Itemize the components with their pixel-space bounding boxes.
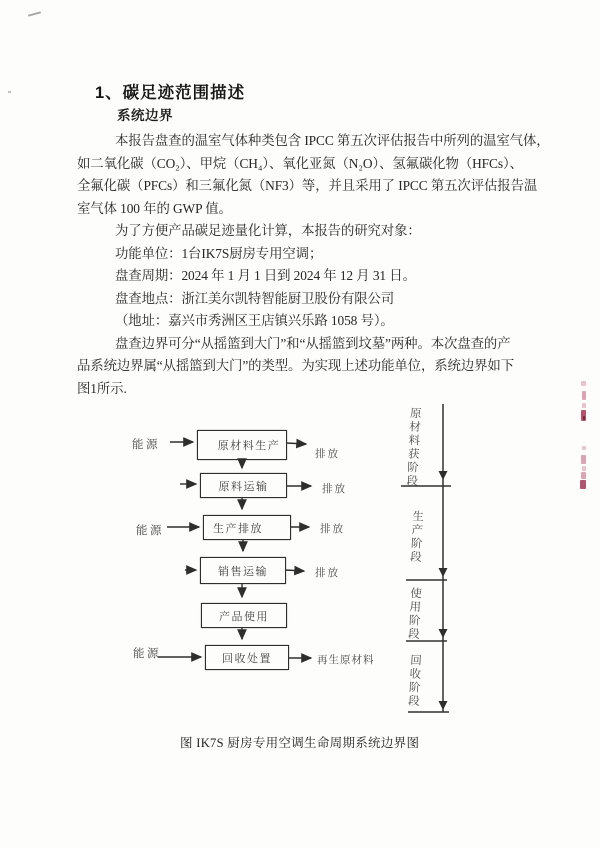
process-box-label: 生产排放	[213, 522, 263, 535]
process-box-label: 销售运输	[218, 565, 268, 578]
scan-speck	[8, 91, 11, 93]
scan-edge-mark	[582, 391, 586, 400]
body-line: 品系统边界属“从摇篮到大门”的类型。为实现上述功能单位，系统边界如下	[77, 358, 514, 373]
process-box-label: 产品使用	[219, 610, 269, 623]
body-line: 图1所示.	[77, 380, 127, 396]
process-box-recycle-disposal	[205, 645, 289, 670]
body-line: 盘查边界可分“从摇篮到大门”和“从摇篮到坟墓”两种。本次盘查的产	[115, 335, 511, 351]
body-line: 盘查周期：2024 年 1 月 1 日到 2024 年 12 月 31 日。	[115, 268, 416, 283]
scan-edge-mark	[581, 381, 586, 386]
energy-label: 能源	[133, 648, 161, 660]
body-line: 盘查地点：浙江美尔凯特智能厨卫股份有限公司	[115, 290, 395, 306]
scan-scratch-mark	[28, 11, 41, 16]
energy-label: 能源	[136, 525, 164, 537]
body-line: 为了方便产品碳足迹量化计算，本报告的研究对象：	[115, 223, 421, 238]
subsection-heading: 系统边界	[117, 108, 173, 123]
body-line: 如二氧化碳（CO₂）、甲烷（CH₄）、氧化亚氮（N₂O）、氢氟碳化物（HFCs）、	[77, 155, 523, 171]
recycled-material-label: 再生原材料	[317, 655, 375, 666]
emission-label: 排放	[320, 524, 345, 535]
body-line: 功能单位：1台IK7S厨房专用空调；	[115, 245, 323, 261]
stage-label-production: 生产阶段	[408, 509, 424, 565]
stage-label-raw-material-acquisition: 原材料获阶段	[404, 406, 422, 489]
stage-label-use: 使用阶段	[406, 586, 422, 642]
process-box-raw-material-production	[197, 430, 287, 460]
process-box-label: 回收处置	[222, 652, 272, 665]
process-box-production-emission	[203, 515, 291, 540]
emission-label: 排放	[315, 449, 340, 460]
scan-edge-mark	[582, 403, 586, 408]
process-box-sales-transport	[200, 557, 286, 584]
body-line: 本报告盘查的温室气体种类包含 IPCC 第五次评估报告中所列的温室气体，	[115, 133, 550, 148]
process-box-label: 原材料生产	[217, 440, 281, 452]
process-box-raw-material-transport	[200, 473, 287, 498]
scan-edge-mark	[581, 472, 586, 479]
energy-label: 能源	[132, 439, 160, 451]
figure-caption: 图 IK7S 厨房专用空调生命周期系统边界图	[180, 736, 420, 750]
body-line: （地址：嘉兴市秀洲区王店镇兴乐路 1058 号）。	[115, 313, 394, 328]
body-line: 全氟化碳（PFCs）和三氟化氮（NF3）等，并且采用了 IPCC 第五次评估报告温	[77, 178, 538, 193]
process-box-product-use	[201, 603, 287, 628]
scan-edge-mark	[582, 466, 586, 471]
process-box-label: 原料运输	[218, 480, 269, 493]
scan-edge-mark	[580, 480, 586, 489]
body-line: 室气体 100 年的 GWP 值。	[77, 200, 232, 216]
emission-label: 排放	[315, 568, 340, 579]
stage-label-recycle: 回收阶段	[406, 653, 422, 709]
body-text	[77, 130, 550, 400]
scan-edge-mark	[583, 416, 585, 420]
emission-label: 排放	[322, 484, 347, 495]
scan-edge-mark	[581, 455, 586, 464]
scan-edge-mark	[582, 446, 586, 450]
section-heading: 1、碳足迹范围描述	[95, 84, 246, 102]
